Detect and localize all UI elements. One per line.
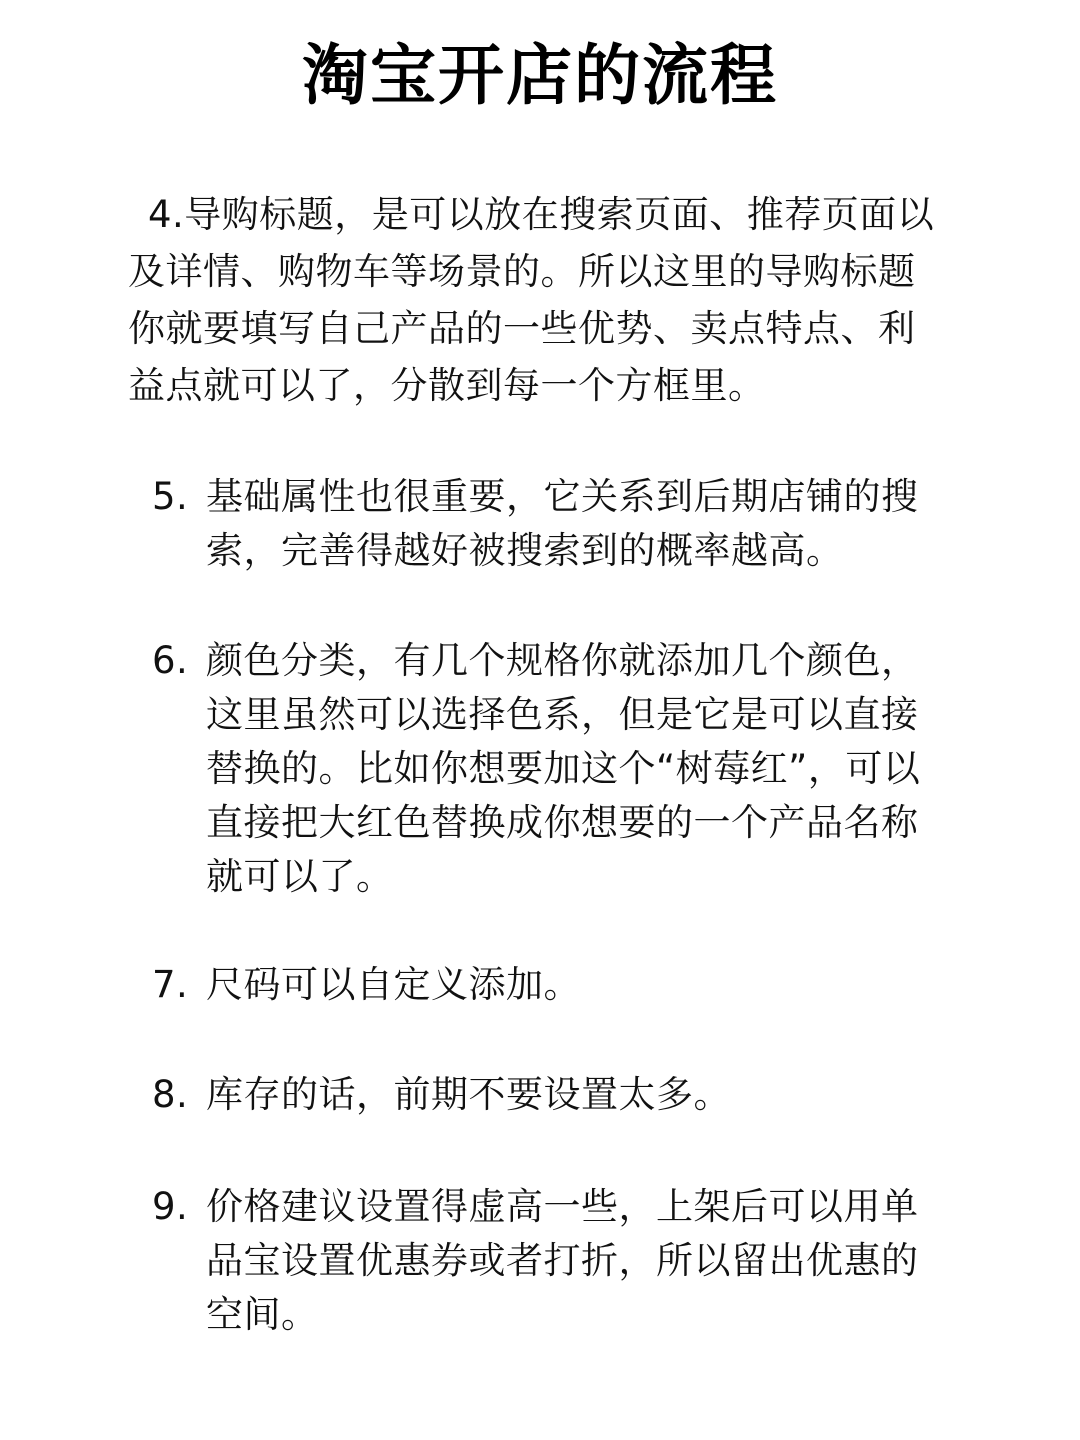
page-title: 淘宝开店的流程 (302, 37, 778, 114)
list-item-text: 基础属性也很重要，它关系到后期店铺的搜索，完善得越好被搜索到的概率越高。 (206, 475, 919, 572)
list-item-text: 颜色分类，有几个规格你就添加几个颜色，这里虽然可以选择色系，但是它是可以直接替换的。比如你想要加这个“树莓红”，可以直接把大红色替换成你想要的一个产品名称就可以了。 (206, 639, 921, 898)
list-item-number: 9. (152, 1185, 189, 1228)
list-item-number: 6. (152, 639, 189, 682)
list-item-text: 价格建议设置得虚高一些，上架后可以用单品宝设置优惠券或者打折，所以留出优惠的空间。 (206, 1185, 919, 1336)
list-item-number: 8. (152, 1073, 189, 1116)
list-item-text: 库存的话，前期不要设置太多。 (206, 1073, 731, 1116)
list-item-number: 5. (152, 475, 189, 518)
list-item-step-7 (152, 958, 942, 1012)
list-item-step-5 (152, 470, 942, 578)
list-item-number: 7. (152, 963, 189, 1006)
list-item-step-6 (152, 634, 942, 904)
paragraph-step-4: 4.导购标题，是可以放在搜索页面、推荐页面以及详情、购物车等场景的。所以这里的导购标题你就要填写自己产品的一些优势、卖点特点、利益点就可以了，分散到每一个方框里。 (128, 193, 935, 407)
list-item-step-8 (152, 1068, 942, 1122)
list-item-text: 尺码可以自定义添加。 (206, 963, 581, 1006)
list-item-step-9 (152, 1180, 942, 1342)
